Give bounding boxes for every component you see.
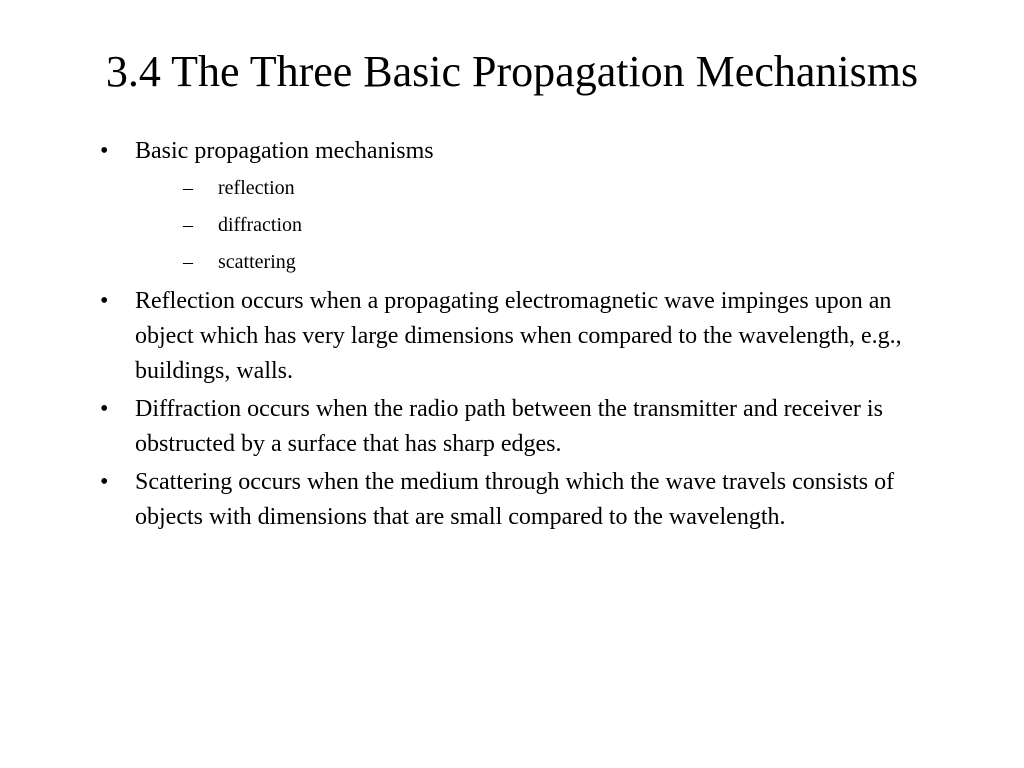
sub-bullet-item [135, 244, 956, 281]
slide-title: 3.4 The Three Basic Propagation Mechanisms [105, 47, 919, 96]
sub-bullet-text: scattering [218, 251, 296, 273]
bullet-icon: • [100, 396, 109, 422]
bullet-icon: • [100, 288, 109, 314]
bullet-text: Reflection occurs when a propagating electromagnetic wave impinges upon an object which has very large dimensions when compared to the wavelength, e.g., buildings, walls. [135, 288, 902, 384]
bullet-item [96, 284, 956, 389]
sub-bullet-item [135, 170, 956, 207]
dash-icon: – [183, 177, 193, 199]
sub-bullet-text: reflection [218, 177, 295, 199]
sub-bullet-text: diffraction [218, 214, 303, 236]
bullet-item [96, 392, 956, 462]
sub-bullet-list [135, 170, 956, 281]
dash-icon: – [183, 214, 193, 236]
dash-icon: – [183, 251, 193, 273]
bullet-item [96, 134, 956, 281]
bullet-list [96, 134, 956, 538]
bullet-icon: • [100, 469, 109, 495]
bullet-text: Diffraction occurs when the radio path between the transmitter and receiver is obstructed by a surface that has sharp edges. [135, 396, 883, 457]
bullet-text: Basic propagation mechanisms [135, 138, 434, 164]
bullet-text: Scattering occurs when the medium through which the wave travels consists of objects with dimensions that are small compared to the wavelength. [135, 469, 895, 530]
bullet-item [96, 465, 956, 535]
sub-bullet-item [135, 207, 956, 244]
bullet-icon: • [100, 138, 109, 164]
